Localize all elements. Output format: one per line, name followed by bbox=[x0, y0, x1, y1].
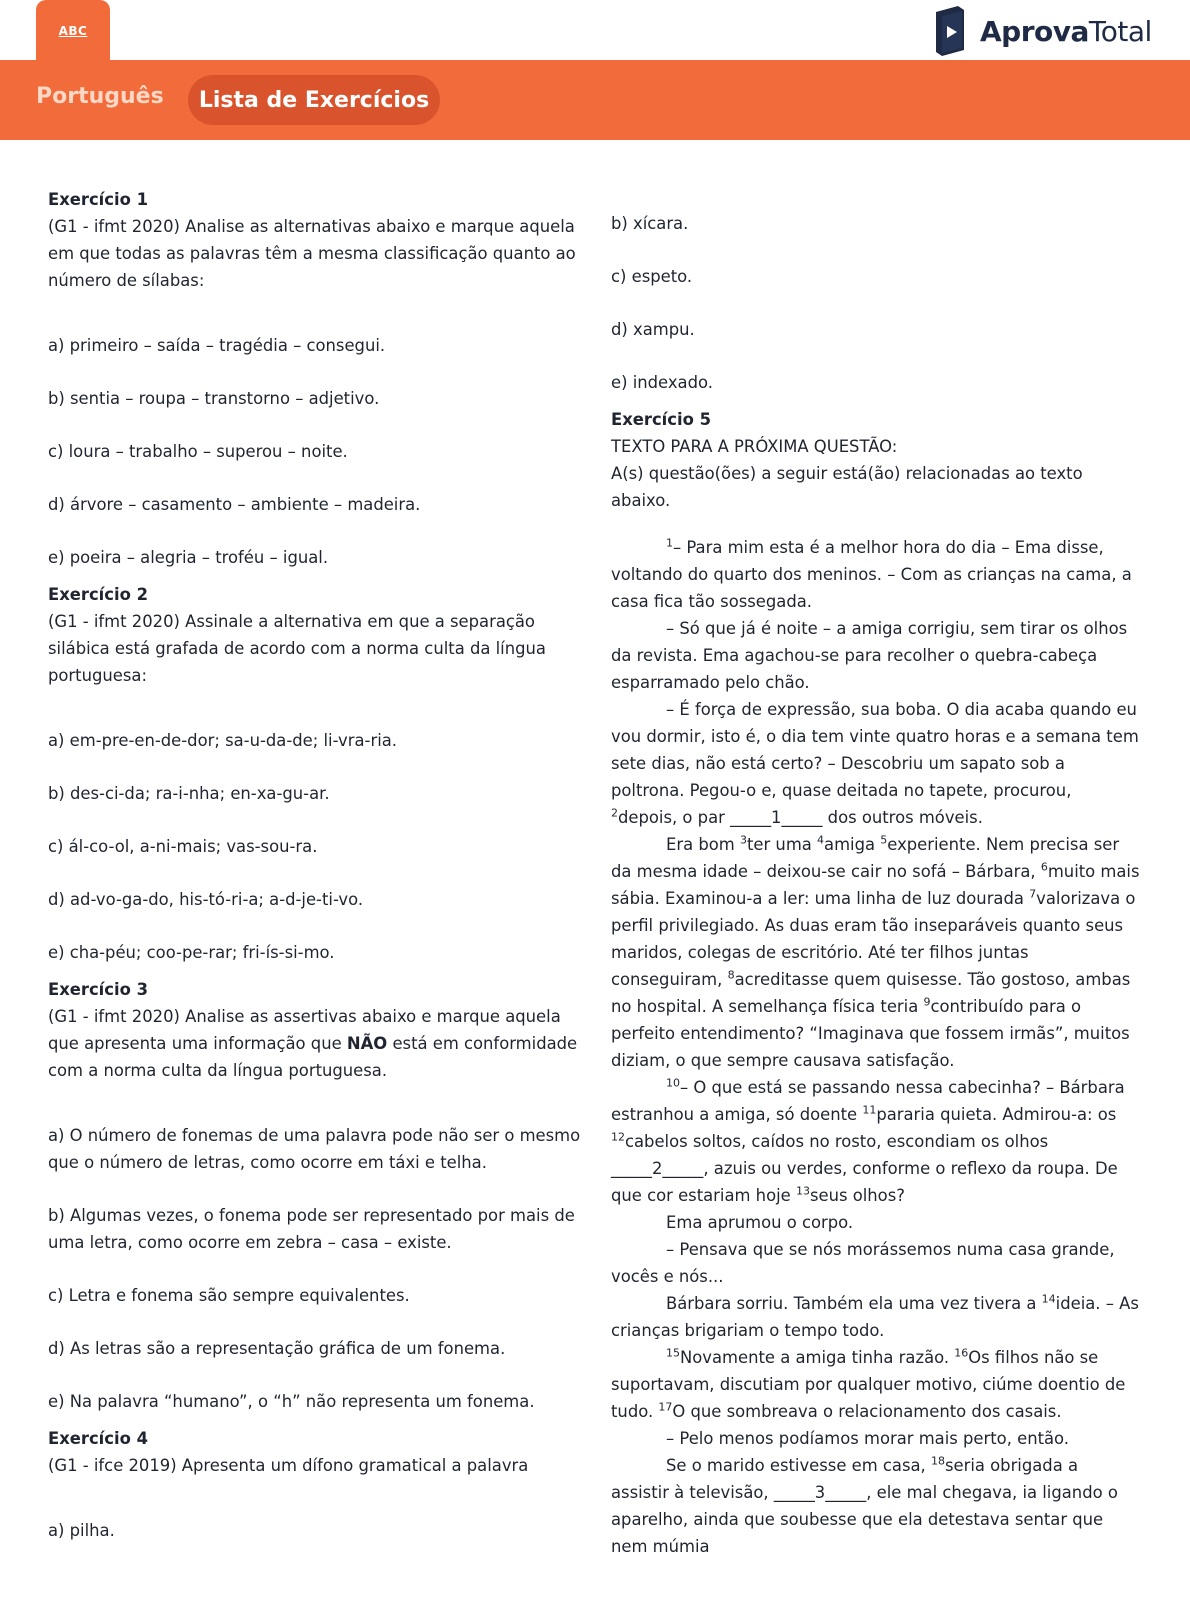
exercise-2-option-a: a) em-pre-en-de-dor; sa-u-da-de; li-vra-ria. bbox=[48, 731, 397, 750]
text-paragraph-3: – É força de expressão, sua boba. O dia acaba quando eu vou dormir, isto é, o dia tem vinte quatro horas e a semana tem sete dias, não está certo? – Descobriu um sapato sob a poltrona. Pegou-o e, quase deitada no tapete, procurou, $^2$depois, o par _____1_____ dos outros móveis. bbox=[611, 700, 1139, 827]
exercise-3-option-c: c) Letra e fonema são sempre equivalentes. bbox=[48, 1286, 410, 1305]
aprova-total-logo bbox=[932, 5, 1152, 57]
exercise-4-option-c: c) espeto. bbox=[611, 267, 693, 286]
exercise-4-title: Exercício 4 bbox=[48, 1429, 149, 1448]
text-paragraph-2: – Só que já é noite – a amiga corrigiu, sem tirar os olhos da revista. Ema agachou-se para recolher o quebra-cabeça esparramado pelo chão. bbox=[611, 619, 1128, 692]
left-column bbox=[48, 186, 583, 1544]
text-paragraph-11: Se o marido estivesse em casa, $^{18}$seria obrigada a assistir à televisão, _____3_____, ele mal chegava, ia ligando o aparelho, ainda que soubesse que ela detestava sentar que nem múmia bbox=[611, 1454, 1118, 1556]
exercise-3-title: Exercício 3 bbox=[48, 980, 149, 999]
exercise-1-question: (G1 - ifmt 2020) Analise as alternativas abaixo e marque aquela em que todas as palavras têm a mesma classificação quanto ao número de sílabas: bbox=[48, 217, 576, 290]
text-paragraph-9: $^{15}$Novamente a amiga tinha razão. $^{16}$Os filhos não se suportavam, discutiam por qualquer motivo, ciúme doentio de tudo. $^{17}$O que sombreava o relacionamento dos casais. bbox=[611, 1346, 1126, 1421]
exercise-4-option-b: b) xícara. bbox=[611, 214, 689, 233]
exercise-3-option-b: b) Algumas vezes, o fonema pode ser representado por mais de uma letra, como ocorre em zebra – casa – existe. bbox=[48, 1206, 575, 1252]
exercise-4-option-e: e) indexado. bbox=[611, 373, 713, 392]
exercise-2-title: Exercício 2 bbox=[48, 585, 149, 604]
exercise-2-option-e: e) cha-péu; coo-pe-rar; fri-ís-si-mo. bbox=[48, 943, 335, 962]
exercise-1-title: Exercício 1 bbox=[48, 190, 149, 209]
exercise-1-option-c: c) loura – trabalho – superou – noite. bbox=[48, 442, 348, 461]
exercise-2-option-c: c) ál-co-ol, a-ni-mais; vas-sou-ra. bbox=[48, 837, 318, 856]
exercise-4-option-d: d) xampu. bbox=[611, 320, 695, 339]
abc-tab[interactable] bbox=[36, 0, 110, 62]
exercise-5-intro: A(s) questão(ões) a seguir está(ão) relacionadas ao texto abaixo. bbox=[611, 464, 1083, 510]
exercise-2-option-d: d) ad-vo-ga-do, his-tó-ri-a; a-d-je-ti-vo. bbox=[48, 890, 364, 909]
exercise-3-option-d: d) As letras são a representação gráfica de um fonema. bbox=[48, 1339, 506, 1358]
book-logo-icon bbox=[932, 6, 968, 56]
right-column bbox=[611, 210, 1141, 1560]
text-paragraph-8: Bárbara sorriu. Também ela uma vez tivera a $^{14}$ideia. – As crianças brigariam o tempo todo. bbox=[611, 1292, 1139, 1340]
subject-label[interactable]: Português bbox=[36, 84, 164, 109]
exercise-5-title: Exercício 5 bbox=[611, 410, 712, 429]
text-paragraph-7: – Pensava que se nós morássemos numa casa grande, vocês e nós... bbox=[611, 1240, 1115, 1286]
brand-name: AprovaTotal bbox=[980, 14, 1152, 48]
exercise-3-option-a: a) O número de fonemas de uma palavra pode não ser o mesmo que o número de letras, como ocorre em táxi e telha. bbox=[48, 1126, 581, 1172]
exercise-2-question: (G1 - ifmt 2020) Assinale a alternativa em que a separação silábica está grafada de acordo com a norma culta da língua portuguesa: bbox=[48, 612, 546, 685]
exercise-4-option-a: a) pilha. bbox=[48, 1521, 115, 1540]
exercise-1-option-b: b) sentia – roupa – transtorno – adjetivo. bbox=[48, 389, 380, 408]
exercise-2-option-b: b) des-ci-da; ra-i-nha; en-xa-gu-ar. bbox=[48, 784, 330, 803]
text-paragraph-6: Ema aprumou o corpo. bbox=[666, 1213, 854, 1232]
exercise-3-option-e: e) Na palavra “humano”, o “h” não representa um fonema. bbox=[48, 1392, 535, 1411]
exercise-1-option-e: e) poeira – alegria – troféu – igual. bbox=[48, 548, 329, 567]
exercise-1-option-d: d) árvore – casamento – ambiente – madeira. bbox=[48, 495, 421, 514]
abc-icon: ABC bbox=[58, 24, 88, 38]
text-paragraph-4: Era bom $^3$ter uma $^4$amiga $^5$experiente. Nem precisa ser da mesma idade – deixou-se cair no sofá – Bárbara, $^6$muito mais sábia. Examinou-a a ler: uma linha de luz dourada $^7$valorizava o perfil privilegiado. As duas eram tão inseparáveis quanto seus maridos, colegas de escritório. Até ter filhos juntas conseguiram, $^8$acreditasse quem quisesse. Tão gostoso, ambas no hospital. A semelhança física teria $^9$contribuído para o perfeito entendimento? “Imaginava que fossem irmãs”, muitos diziam, o que sempre causava satisfação. bbox=[611, 833, 1140, 1070]
exercise-5-intro-heading: TEXTO PARA A PRÓXIMA QUESTÃO: bbox=[611, 437, 898, 456]
exercise-4-question: (G1 - ifce 2019) Apresenta um dífono gramatical a palavra bbox=[48, 1456, 529, 1475]
text-paragraph-5: $^{10}$– O que está se passando nessa cabecinha? – Bárbara estranhou a amiga, só doente $^{11}$pararia quieta. Admirou-a: os $^{12}$cabelos soltos, caídos no rosto, escondiam os olhos _____2_____, azuis ou verdes, conforme o reflexo da roupa. De que cor estariam hoje $^{13}$seus olhos? bbox=[611, 1076, 1125, 1205]
text-paragraph-1: $^1$– Para mim esta é a melhor hora do dia – Ema disse, voltando do quarto dos meninos. – Com as crianças na cama, a casa fica tão sossegada. bbox=[611, 536, 1132, 611]
section-pill[interactable]: Lista de Exercícios bbox=[188, 75, 440, 125]
text-paragraph-10: – Pelo menos podíamos morar mais perto, então. bbox=[666, 1429, 1070, 1448]
exercise-1-option-a: a) primeiro – saída – tragédia – consegui. bbox=[48, 336, 386, 355]
exercise-3-question: (G1 - ifmt 2020) Analise as assertivas abaixo e marque aquela que apresenta uma informação que NÃO está em conformidade com a norma culta da língua portuguesa. bbox=[48, 1007, 578, 1080]
header-band bbox=[0, 60, 1190, 140]
